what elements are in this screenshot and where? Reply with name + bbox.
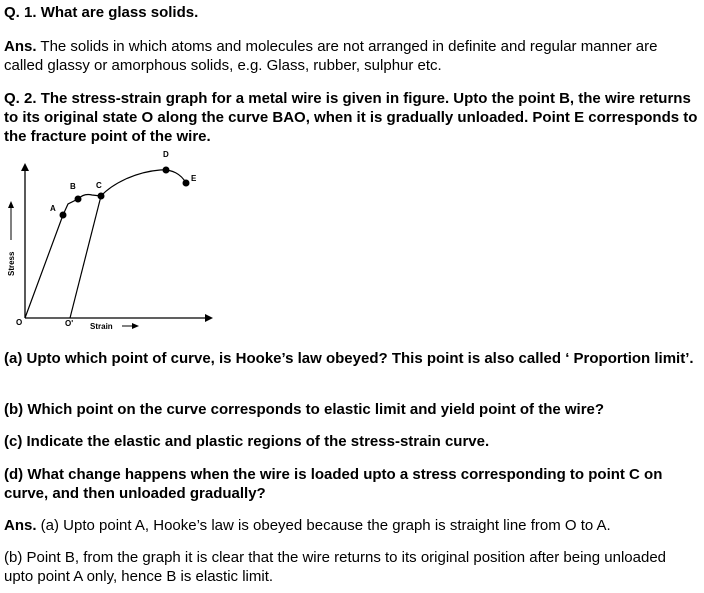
curve-b-to-c xyxy=(78,195,101,200)
point-b-label: B xyxy=(70,182,76,191)
point-a-label: A xyxy=(50,204,56,213)
loading-curve xyxy=(25,199,78,318)
answer-2b: (b) Point B, from the graph it is clear that the wire returns to its original position after being unloaded upto point A only, hence B is elastic limit. xyxy=(4,549,667,585)
question-1-text: What are glass solids. xyxy=(40,4,199,21)
point-e-marker xyxy=(183,180,190,187)
answer-1 xyxy=(4,37,698,75)
answer-2a xyxy=(4,516,698,535)
y-axis-label: Stress xyxy=(7,251,16,276)
answer-1-label: Ans. xyxy=(4,38,37,55)
y-axis-label-arrowhead xyxy=(8,201,14,208)
question-2-label: Q. 2. xyxy=(4,90,41,107)
answer-1-text: The solids in which atoms and molecules are not arranged in definite and regular manner are called glassy or amorphous solids, e.g. Glass, rubber, sulphur etc. xyxy=(4,38,658,74)
part-a: (a) Upto which point of curve, is Hooke’s law obeyed? This point is also called ‘ Proportion limit’. xyxy=(4,350,694,367)
curve-c-to-d xyxy=(101,170,160,196)
point-e-label: E xyxy=(191,174,197,183)
x-axis-label: Strain xyxy=(90,322,113,331)
question-2 xyxy=(4,89,698,146)
answer-2a-text: (a) Upto point A, Hooke’s law is obeyed because the graph is straight line from O to A. xyxy=(36,517,611,534)
x-axis-arrowhead xyxy=(205,314,213,322)
part-d: (d) What change happens when the wire is loaded upto a stress corresponding to point C on curve, and then unloaded gradually? xyxy=(4,466,663,502)
point-c-marker xyxy=(98,193,105,200)
part-c: (c) Indicate the elastic and plastic regions of the stress-strain curve. xyxy=(4,433,490,450)
stress-strain-graph xyxy=(0,148,230,343)
point-d-marker xyxy=(163,167,170,174)
x-axis-label-arrowhead xyxy=(132,323,139,329)
point-c-label: C xyxy=(96,181,102,190)
point-b-marker xyxy=(75,196,82,203)
question-1 xyxy=(4,3,698,22)
point-a-marker xyxy=(60,212,67,219)
origin-label: O xyxy=(16,318,23,327)
unloading-line xyxy=(70,196,101,318)
y-axis-arrowhead xyxy=(21,163,29,171)
answer-2-label: Ans. xyxy=(4,517,37,534)
part-b: (b) Which point on the curve corresponds to elastic limit and yield point of the wire? xyxy=(4,401,605,418)
origin-prime-label: O' xyxy=(65,319,74,328)
question-1-label: Q. 1. xyxy=(4,4,41,21)
question-2-text: The stress-strain graph for a metal wire is given in figure. Upto the point B, the wire returns to its original state O along the curve BAO, when it is gradually unloaded. Point E corresponds to the fracture point of the wire. xyxy=(4,90,698,145)
point-d-label: D xyxy=(163,150,169,159)
